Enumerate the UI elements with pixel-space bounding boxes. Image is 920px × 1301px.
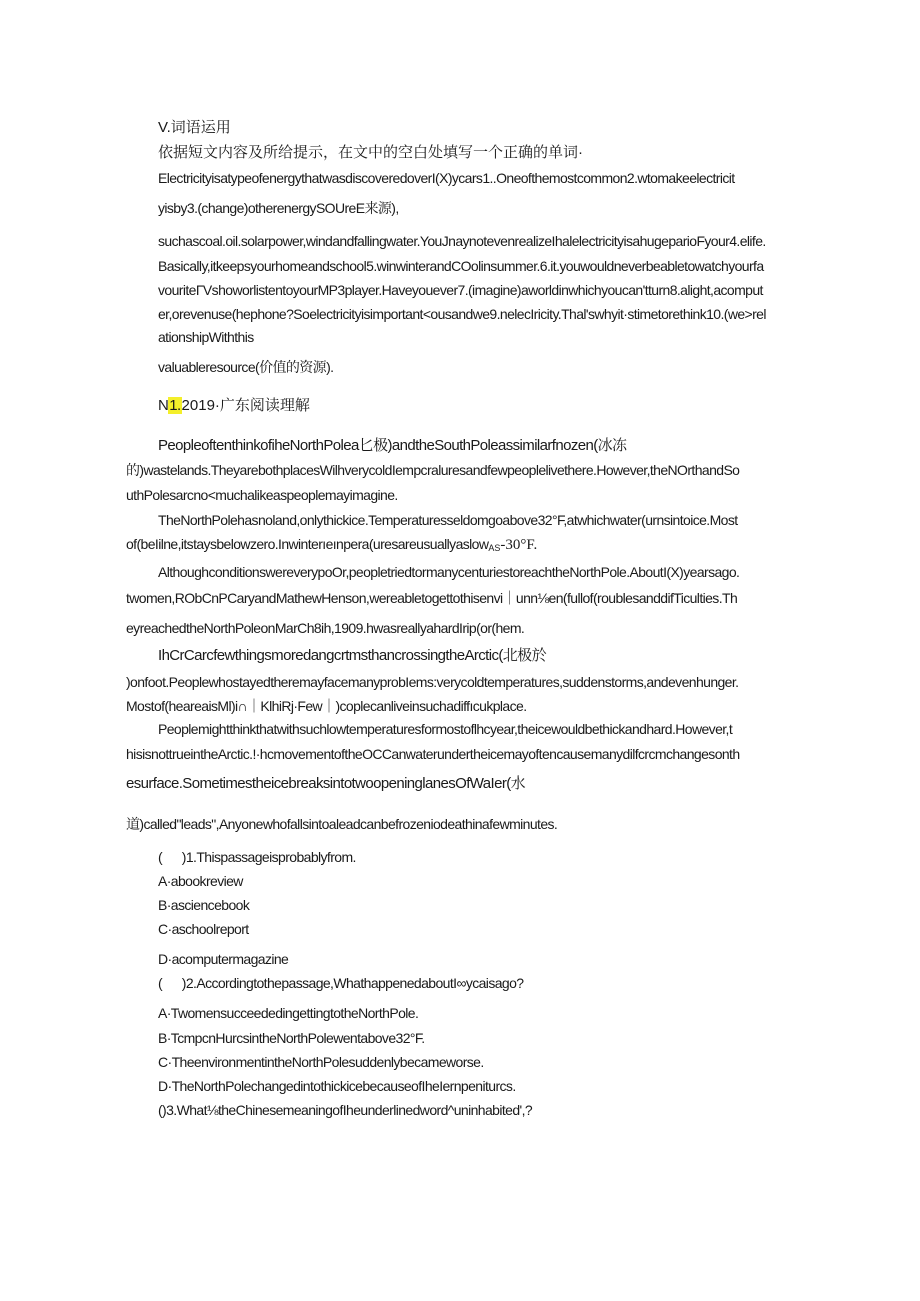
passage-line: hisisnottrueintheArctic.!·hcmovementoftheOCCanwaterundertheicemayoftencausemanydilfcrcmchangesonth: [126, 746, 740, 762]
question-1-option-d: D·acomputermagazine: [158, 951, 289, 967]
passage-line: twomen,RObCnPCaryandMathewHenson,wereabletogettothisenvi｜unn⅛en(fullof(roublesanddifTiculties.Th: [126, 590, 738, 606]
section-v-line: suchascoal.oil.solarpower,windandfallingwater.YouJnaynotevenrealizeIhalelectricityisahugeparioFyour4.elife.: [158, 233, 766, 249]
passage-line: 的)wastelands.TheyarebothplacesWilhverycoldIempcraluresandfewpeoplelivethere.However,theNOrthandSo: [126, 462, 740, 478]
passage-line: eyreachedtheNorthPoleonMarCh8ih,1909.hwasreallyahardIrip(or(hem.: [126, 620, 525, 636]
section-v-line: er,orevenuse(hephone?Soelectricityisimportant<ousandwe9.nelecIricity.Thal'swhyit·stimetorethink10.(we>rel: [158, 306, 766, 322]
passage-text: of(beIilne,itstaysbelowzero.Inwinterıeınpera(uresareusuallyaslow: [126, 536, 489, 552]
question-2-stem: ( )2.Accordingtothepassage,WhathappenedaboutI∞ycaisago?: [158, 975, 524, 991]
passage-line: )onfoot.PeoplewhostayedtheremayfacemanyprobIems:verycoldtemperatures,suddenstorms,andevenhunger.: [126, 674, 739, 690]
question-2-option-b: B·TcmpcnHurcsintheNorthPolewentabove32°F.: [158, 1030, 425, 1046]
section-v-heading: V.词语运用: [158, 119, 231, 136]
question-1-option-a: A·abookreview: [158, 873, 243, 889]
section-v-instruction: 依据短文内容及所给提示，在文中的空白处填写一个正确的单词·: [158, 144, 583, 161]
section-n-heading: [158, 397, 310, 415]
question-1-stem: ( )1.Thispassageisprobablyfrom.: [158, 849, 356, 865]
section-v-line: yisby3.(change)otherenergySOUreE来源),: [158, 200, 399, 216]
temp-subscript: AS: [488, 543, 501, 553]
passage-line: esurface.SometimestheicebreaksintotwoopeninglanesOfWaIer(水: [126, 775, 526, 792]
passage-line: Mostof(heareaisMl)i∩｜KlhiRj·Few｜)coplecanliveinsuchadiffıcukplace.: [126, 698, 527, 714]
section-v-line: ElectricityisatypeofenergythatwasdiscoveredoverI(X)ycars1..Oneofthemostcommon2.wtomakeelectricit: [158, 170, 735, 186]
passage-line: AlthoughconditionswereverypoOr,peopletriedtormanycenturiestoreachtheNorthPole.AboutI(X)yearsago.: [158, 564, 740, 580]
question-1-option-b: B·asciencebook: [158, 897, 250, 913]
passage-line: uthPolesarcno<muchalikeaspeoplemayimagine.: [126, 487, 398, 503]
question-1-option-c: C·aschoolreport: [158, 921, 249, 937]
section-v-line: vouriteΓVshoworlistentoyourMP3player.Haveyouever7.(imagine)aworldinwhichyoucan'tturn8.alight,acomput: [158, 282, 763, 298]
question-2-option-c: C·TheenvironmentintheNorthPolesuddenlybecameworse.: [158, 1054, 484, 1070]
temp-value: -30°F.: [500, 537, 538, 553]
heading-rest: 2019·广东阅读理解: [181, 397, 310, 414]
passage-line: [126, 535, 537, 557]
question-2-option-a: A·TwomensucceededingettingtotheNorthPole.: [158, 1005, 419, 1021]
heading-prefix: N: [158, 397, 169, 414]
passage-line: Peoplemightthinkthatwithsuchlowtemperaturesformostoflhcyear,theicewouldbethickandhard.However,t: [158, 721, 733, 737]
question-3-stem: ()3.What⅛theChinesemeaningofIheunderlinedword^uninhabited',?: [158, 1102, 533, 1118]
passage-line: PeopleoftenthinkofiheNorthPolea匕极)andtheSouthPoleassimilarfnozen(冰冻: [158, 437, 627, 454]
passage-line: 道)called"leads",Anyonewhofallsintoaleadcanbefrozeniodeathinafewminutes.: [126, 816, 558, 832]
passage-line: IhCrCarcfewthingsmoredangcrtmsthancrossingtheArctic(北极於: [158, 647, 546, 664]
section-v-line: valuableresource(价值的资源).: [158, 359, 334, 375]
passage-line: TheNorthPolehasnoland,onlythickice.Temperaturesseldomgoabove32°F,atwhichwater(urnsintoice.Most: [158, 512, 738, 528]
section-v-line: ationshipWiththis: [158, 329, 254, 345]
heading-highlight: 1.: [169, 397, 181, 414]
question-2-option-d: D·TheNorthPolechangedintothickicebecauseofIheIernpeniturcs.: [158, 1078, 516, 1094]
section-v-line: Basically,itkeepsyourhomeandschool5.winwinterandCOolinsummer.6.it.youwouldneverbeabletowatchyourfa: [158, 258, 764, 274]
